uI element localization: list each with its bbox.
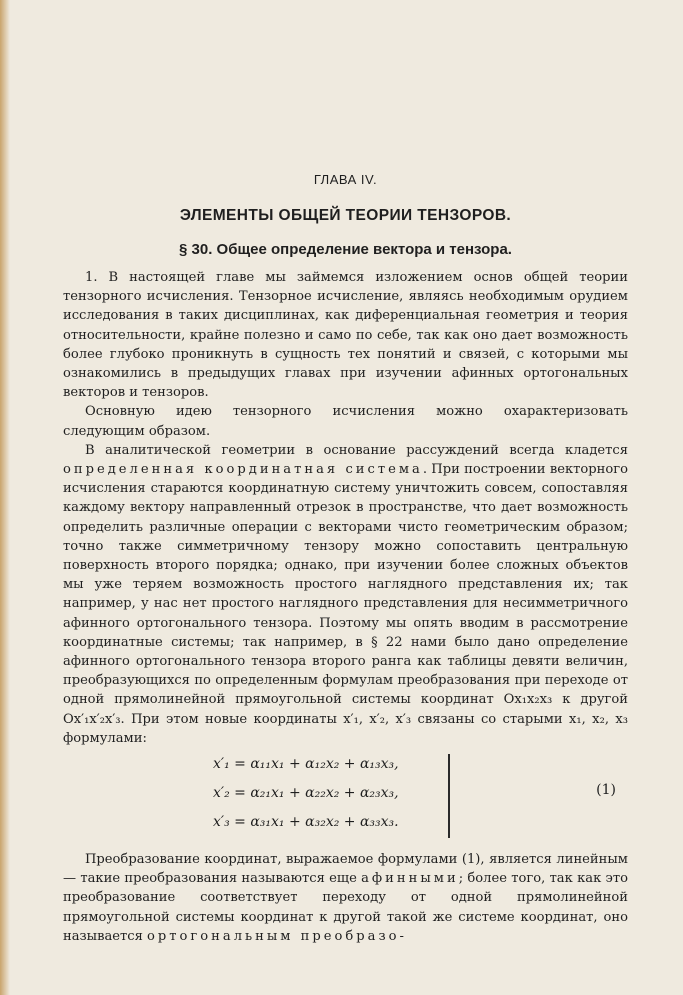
equation-line-1: x′₁ = α₁₁x₁ + α₁₂x₂ + α₁₃x₃, [213,756,399,773]
equation-line-3: x′₃ = α₃₁x₁ + α₃₂x₂ + α₃₃x₃. [213,814,399,831]
chapter-title: ЭЛЕМЕНТЫ ОБЩЕЙ ТЕОРИИ ТЕНЗОРОВ. [179,207,512,224]
section-heading: § 30. Общее определение вектора и тензора. [179,241,512,258]
equation-brace [448,754,450,838]
paragraph-2: Основную идею тензорного исчисления можно охарактеризовать следующим образом. [63,404,628,439]
paragraph-4 [63,850,628,946]
paragraph-3 [63,441,628,748]
equation-number: (1) [596,782,616,799]
paragraph-4-middle: ; более того, так как это преобразование соответствует переходу от одной прямолинейной прямоугольной системы координат к другой такой же системе координат, оно называется [63,871,628,944]
formula-block [63,750,628,842]
equation-system [213,750,399,837]
paragraph-3-start: В аналитической геометрии в основание рассуждений всегда кладется [85,442,628,458]
paragraph-3-rest: . При построении векторного исчисления стараются координатную систему уничтожить совсем, сопоставляя каждому вектору направленный отрезок в пространстве, что дает возможность определить различные операции с векторами чисто геометрическим образом; точно также симметричному тензору можно сопоставить центральную поверхность второго порядка; однако, при изучении более сложных объектов мы уже теряем возможность простого наглядного представления их; так например, у нас нет простого наглядного представления для несимметричного афинного ортогонального тензора. Поэтому мы опять вводим в рассмотрение координатные системы; так например, в § 22 нами было дано определение афинного ортогонального тензора второго ранга как таблицы девяти величин, преобразующихся по определенным формулам преобразования при переходе от одной прямолинейной прямоугольной системы координат Ox₁x₂x₃ к другой Ox′₁x′₂x′₃. При этом новые координаты x′₁, x′₂, x′₃ связаны со старыми x₁, x₂, x₃ формулами: [63,462,628,746]
spaced-emphasis: афинными [361,871,459,887]
paragraph-4-start: Преобразование координат, выражаемое формулами (1), является линейным — такие преобразования называются еще [63,852,628,887]
equation-line-2: x′₂ = α₂₁x₁ + α₂₂x₂ + α₂₃x₃, [213,785,399,802]
paragraph-1: 1. В настоящей главе мы займемся изложением основ общей теории тензорного исчисления. Тензорное исчисление, являясь необходимым орудием исследования в таких дисциплинах, как диференциальная геометрия и теория относительности, крайне полезно и само по себе, так как оно дает возможность более глубоко проникнуть в сущность тех понятий и связей, с которыми мы ознакомились в предыдущих главах при изучении афинных ортогональных векторов и тензоров. [63,270,628,401]
spaced-emphasis: ортогональным преобразо- [147,928,407,944]
spaced-emphasis: определенная координатная система [63,462,423,478]
chapter-heading: ГЛАВА IV. [313,172,378,187]
page-edge-shadow [0,0,10,995]
